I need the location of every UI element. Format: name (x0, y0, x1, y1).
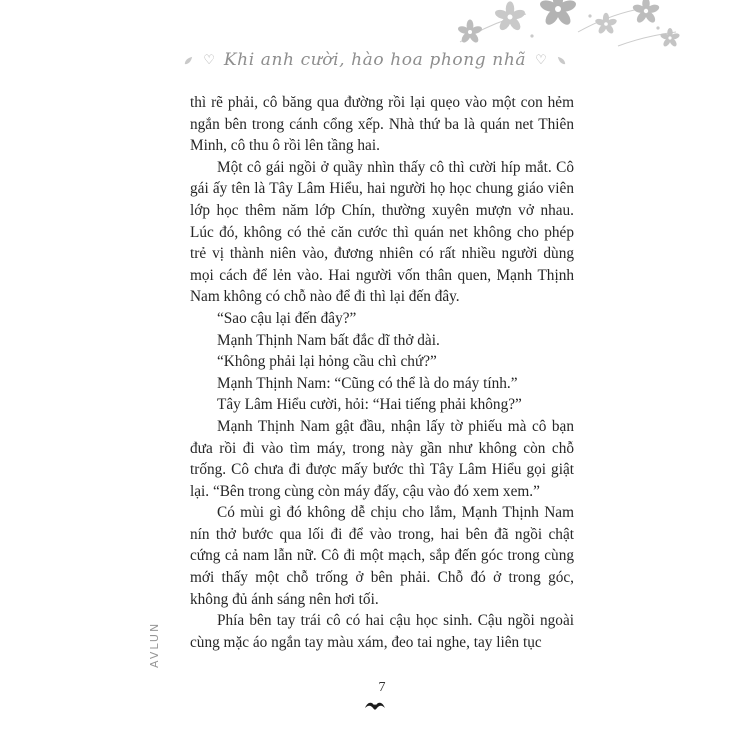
leaf-icon (183, 55, 194, 66)
publisher-logo: AVLUN (148, 621, 161, 668)
heart-left-icon: ♡ (203, 52, 215, 68)
paragraph: Mạnh Thịnh Nam gật đầu, nhận lấy tờ phiếu mà cô bạn đưa rồi đi vào tìm máy, trong này gần như không còn chỗ trống. Cô chưa đi được mấy bước thì Tây Lâm Hiểu gọi giật lại. “Bên trong cùng còn máy đấy, cậu vào đó xem xem.” (190, 417, 574, 500)
paragraph: Mạnh Thịnh Nam bất đắc dĩ thở dài. (217, 331, 440, 349)
bird-icon (364, 699, 386, 711)
paragraph: “Sao cậu lại đến đây?” (217, 309, 357, 327)
body-text (190, 92, 574, 653)
paragraph: Một cô gái ngồi ở quầy nhìn thấy cô thì cười híp mắt. Cô gái ấy tên là Tây Lâm Hiểu, hai người họ học chung giáo viên lớp học thêm năm lớp Chín, thường xuyên mượn vở nhau. Lúc đó, không có thẻ căn cước thì quán net không cho phép trẻ vị thành niên vào, đương nhiên có rất nhiều người dùng mọi cách để lẻn vào. Hai người vốn thân quen, Mạnh Thịnh Nam không có chỗ nào để đi thì lại đến đây. (190, 158, 574, 306)
page-number: 7 (378, 680, 386, 695)
paragraph: Có mùi gì đó không dễ chịu cho lắm, Mạnh Thịnh Nam nín thở bước qua lối đi để vào trong, hai bên đã ngồi chật cứng cả nam lẫn nữ. Cô đi một mạch, sắp đến góc trong cùng mới thấy một chỗ trống ở bên phải. Chỗ đó ở trong góc, không đủ ánh sáng nên hơi tối. (190, 504, 574, 608)
chapter-header (0, 50, 750, 71)
paragraph: Mạnh Thịnh Nam: “Cũng có thể là do máy tính.” (217, 374, 518, 392)
paragraph: thì rẽ phải, cô băng qua đường rồi lại quẹo vào một con hẻm ngắn bên trong cánh cổng xếp. Nhà thứ ba là quán net Thiên Minh, cô thu ô rồi lên tầng hai. (190, 94, 574, 155)
paragraph: Phía bên tay trái cô có hai cậu học sinh. Cậu ngồi ngoài cùng mặc áo ngắn tay màu xám, đeo tai nghe, tay liên tục (190, 612, 574, 651)
paragraph: “Không phải lại hỏng cầu chì chứ?” (217, 353, 437, 371)
chapter-title: Khi anh cười, hào hoa phong nhã (223, 50, 527, 70)
bird-ornament (0, 699, 750, 711)
paragraph: Tây Lâm Hiểu cười, hỏi: “Hai tiếng phải không?” (217, 396, 522, 414)
leaf-icon (556, 55, 567, 66)
heart-right-icon: ♡ (535, 52, 547, 68)
